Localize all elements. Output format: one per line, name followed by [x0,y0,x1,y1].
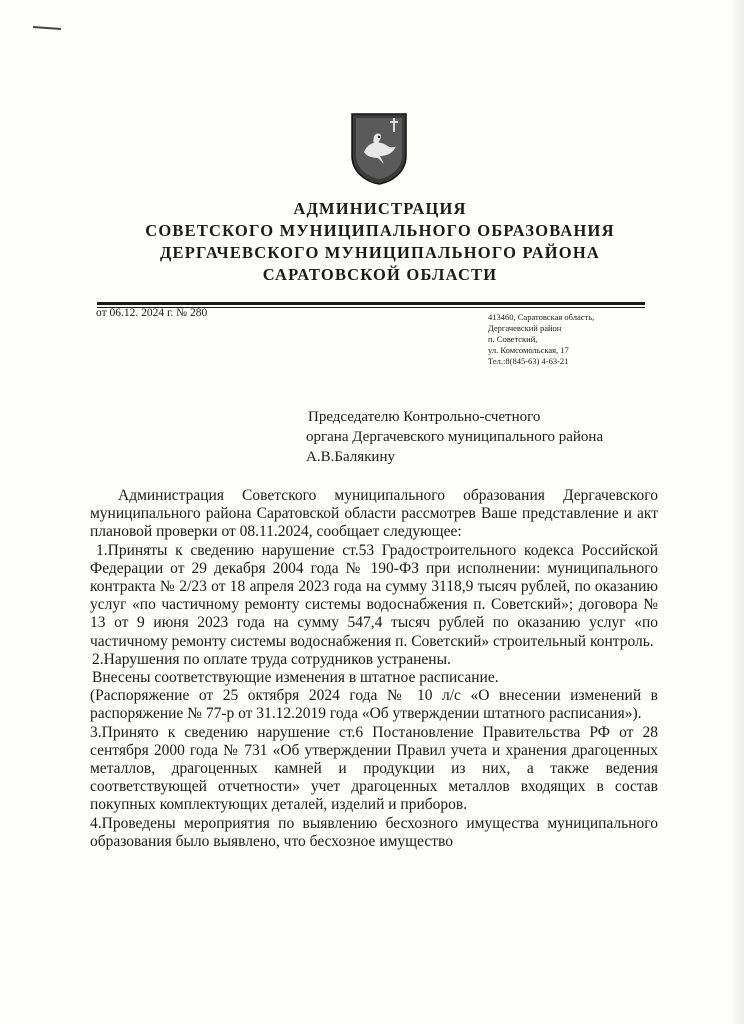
header-line: САРАТОВСКОЙ ОБЛАСТИ [262,265,498,284]
header-line: СОВЕТСКОГО МУНИЦИПАЛЬНОГО ОБРАЗОВАНИЯ [145,221,615,240]
organization-header [100,198,660,286]
paragraph: 3.Принято к сведению нарушение ст.6 Постановление Правительства РФ от 28 сентября 2000 года № 731 «Об утверждении Правил учета и хранения драгоценных металлов, драгоценных камней и продукции из них, а также ведения соответствующей отчетности» учет драгоценных металлов входящих в состав покупных комплектующих деталей, изделий и приборов. [90,723,658,814]
paragraph: 2.Нарушения по оплате труда сотрудников устранены. [92,650,451,668]
recipient-block [308,407,603,467]
address-line: ул. Комсомольская, 17 [488,345,569,355]
outgoing-number: от 06.12. 2024 г. № 280 [96,307,208,319]
paragraph: 1.Приняты к сведению нарушение ст.53 Градостроительного кодекса Российской Федерации от 29 декабря 2004 года № 190-ФЗ при исполнении: муниципального контракта № 2/23 от 18 апреля 2023 года на сумму 3118,9 тысяч рублей, по оказанию услуг «по частичному ремонту системы водоснабжения п. Советский»; договора № 13 от 9 июня 2023 года на сумму 547,4 тысяч рублей по оказанию услуг «по частичному ремонту системы водоснабжения п. Советский» строительный контроль. [90,541,658,650]
recipient-line: органа Дергачевского муниципального района [306,429,604,445]
scan-mark [33,26,61,30]
recipient-line: А.В.Балякину [306,449,395,465]
header-rule-thick [97,302,645,305]
address-line: п. Советский, [488,334,538,344]
address-line: Дергачевский район [488,323,562,333]
coat-of-arms-emblem [350,112,408,186]
letter-body [90,487,658,851]
paragraph: (Распоряжение от 25 октября 2024 года № 10 л/с «О внесении изменений в распоряжение № 77-р от 31.12.2019 года «Об утверждении штатного расписания»). [90,687,658,723]
header-line: АДМИНИСТРАЦИЯ [293,199,467,218]
address-line: Тел.:8(845-63) 4-63-21 [488,356,569,366]
paragraph: Администрация Советского муниципального образования Дергачевского муниципального района Саратовской области рассмотрев Ваше представление и акт плановой проверки от 08.11.2024, сообщает следующее: [90,487,658,541]
page-edge-shadow [730,0,744,1024]
sender-address [488,312,594,367]
recipient-line: Председателю Контрольно-счетного [308,409,541,425]
paragraph: 4.Проведены мероприятия по выявлению бесхозного имущества муниципального образования было выявлено, что бесхозное имущество [90,814,658,850]
paragraph: Внесены соответствующие изменения в штатное расписание. [92,669,499,687]
header-line: ДЕРГАЧЕВСКОГО МУНИЦИПАЛЬНОГО РАЙОНА [159,243,600,262]
address-line: 413460, Саратовская область, [488,312,595,322]
